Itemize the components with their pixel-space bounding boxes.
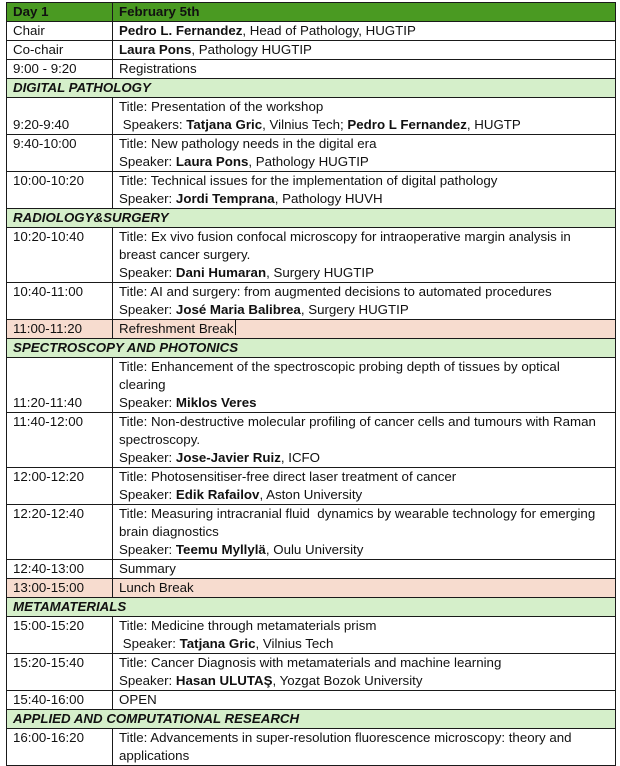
cochair-label: Co-chair — [7, 41, 113, 60]
cochair-row — [7, 41, 616, 60]
talk-details — [113, 468, 616, 505]
talk-row — [7, 729, 616, 766]
talk-title: Title: Medicine through metamaterials prism — [119, 618, 377, 633]
talk-title: Title: Non-destructive molecular profiling of cancer cells and tumours with Raman spectroscopy. — [119, 414, 596, 447]
talk-speaker — [119, 541, 609, 559]
talk-time: 9:20-9:40 — [7, 98, 113, 135]
speaker-affiliation: , HUGTP — [466, 117, 521, 132]
speaker-name: Miklos Veres — [175, 395, 257, 410]
speaker-name: Teemu Myllylä — [175, 542, 266, 557]
talk-row — [7, 98, 616, 135]
talk-title: Title: Presentation of the workshop — [119, 99, 324, 114]
talk-row — [7, 505, 616, 560]
speaker-prefix: Speaker: — [119, 673, 176, 688]
talk-title: Title: Ex vivo fusion confocal microscopy for intraoperative margin analysis in breast cancer surgery. — [119, 229, 571, 262]
talk-time: 10:20-10:40 — [7, 228, 113, 283]
speaker-name: Pedro L Fernandez — [347, 117, 467, 132]
speaker-affiliation: , Yozgat Bozok University — [272, 673, 423, 688]
speaker-name: Hasan ULUTAŞ — [175, 673, 273, 688]
chair-affiliation: , Head of Pathology, HUGTIP — [242, 23, 416, 38]
talk-title: Title: Advancements in super-resolution fluorescence microscopy: theory and applications — [119, 730, 572, 763]
chair-value — [113, 22, 616, 41]
section-title-applied: APPLIED AND COMPUTATIONAL RESEARCH — [7, 710, 616, 729]
speaker-affiliation: , Oulu University — [265, 542, 364, 557]
speaker-name: Tatjana Gric — [186, 117, 263, 132]
speaker-prefix: Speaker: — [119, 154, 176, 169]
table-header-row — [7, 3, 616, 22]
talk-title: Title: Measuring intracranial fluid dynamics by wearable technology for emerging brain diagnostics — [119, 506, 599, 539]
section-title-digital-pathology: DIGITAL PATHOLOGY — [7, 79, 616, 98]
talk-speaker — [119, 394, 609, 412]
break-time: 13:00-15:00 — [7, 579, 113, 598]
talk-time: 12:00-12:20 — [7, 468, 113, 505]
talk-time: 12:20-12:40 — [7, 505, 113, 560]
speaker-affiliation: , Pathology HUGTIP — [248, 154, 369, 169]
section-title-spectroscopy: SPECTROSCOPY AND PHOTONICS — [7, 339, 616, 358]
speaker-name: Tatjana Gric — [179, 636, 256, 651]
talk-speaker — [119, 486, 609, 504]
talk-row — [7, 172, 616, 209]
speaker-name: Edik Rafailov — [175, 487, 260, 502]
talk-time: 9:40-10:00 — [7, 135, 113, 172]
talk-details — [113, 358, 616, 413]
talk-title: Title: AI and surgery: from augmented decisions to automated procedures — [119, 284, 552, 299]
talk-title: Title: Technical issues for the implementation of digital pathology — [119, 173, 498, 188]
talk-title: Title: Cancer Diagnosis with metamaterials and machine learning — [119, 655, 502, 670]
section-row — [7, 79, 616, 98]
talk-details — [113, 617, 616, 654]
registrations-row — [7, 60, 616, 79]
section-row — [7, 209, 616, 228]
header-day: Day 1 — [7, 3, 113, 22]
talk-row — [7, 617, 616, 654]
speaker-name: Laura Pons — [175, 154, 249, 169]
break-time: 11:00-11:20 — [7, 320, 113, 339]
speaker-prefix: Speaker: — [119, 542, 176, 557]
break-label: Lunch Break — [113, 579, 616, 598]
chair-name: Pedro L. Fernandez — [119, 23, 243, 38]
talk-speaker — [119, 672, 609, 690]
speaker-affiliation: , Aston University — [259, 487, 363, 502]
talk-title: Title: New pathology needs in the digital era — [119, 136, 377, 151]
talk-details — [113, 654, 616, 691]
speaker-name: José Maria Balibrea — [175, 302, 301, 317]
cochair-value — [113, 41, 616, 60]
cochair-name: Laura Pons — [119, 42, 192, 57]
speaker-prefix: Speaker: — [119, 636, 180, 651]
registrations-label: Registrations — [113, 60, 616, 79]
talk-speakers — [119, 116, 609, 134]
agenda-table — [6, 2, 616, 766]
speaker-affiliation: , Vilnius Tech; — [262, 117, 348, 132]
speaker-prefix: Speaker: — [119, 487, 176, 502]
talk-time: 10:40-11:00 — [7, 283, 113, 320]
speaker-prefix: Speaker: — [119, 395, 176, 410]
talk-details — [113, 729, 616, 766]
talk-speaker — [119, 449, 609, 467]
talk-time: 16:00-16:20 — [7, 729, 113, 766]
chair-label: Chair — [7, 22, 113, 41]
talk-row — [7, 135, 616, 172]
open-time: 15:40-16:00 — [7, 691, 113, 710]
speaker-prefix: Speaker: — [119, 191, 176, 206]
talk-details — [113, 413, 616, 468]
talk-speaker — [119, 190, 609, 208]
header-date: February 5th — [113, 3, 616, 22]
talk-row — [7, 468, 616, 505]
talk-time: 10:00-10:20 — [7, 172, 113, 209]
break-row-refreshment — [7, 320, 616, 339]
talk-row — [7, 283, 616, 320]
talk-details — [113, 172, 616, 209]
speaker-affiliation: , Vilnius Tech — [255, 636, 334, 651]
talk-details — [113, 135, 616, 172]
summary-label: Summary — [113, 560, 616, 579]
speaker-name: Jordi Temprana — [175, 191, 275, 206]
talk-row — [7, 413, 616, 468]
speaker-prefix: Speakers: — [119, 117, 187, 132]
talk-row — [7, 228, 616, 283]
speaker-affiliation: , Pathology HUVH — [274, 191, 383, 206]
speaker-prefix: Speaker: — [119, 302, 176, 317]
open-row — [7, 691, 616, 710]
talk-speaker — [119, 153, 609, 171]
talk-details — [113, 228, 616, 283]
section-row — [7, 598, 616, 617]
talk-speaker — [119, 635, 609, 653]
talk-title: Title: Enhancement of the spectroscopic probing depth of tissues by optical clearing — [119, 359, 560, 392]
break-cell[interactable] — [113, 320, 616, 339]
summary-time: 12:40-13:00 — [7, 560, 113, 579]
break-row-lunch — [7, 579, 616, 598]
break-label: Refreshment Break — [119, 321, 234, 336]
talk-time: 11:40-12:00 — [7, 413, 113, 468]
section-title-radiology-surgery: RADIOLOGY&SURGERY — [7, 209, 616, 228]
section-title-metamaterials: METAMATERIALS — [7, 598, 616, 617]
registrations-time: 9:00 - 9:20 — [7, 60, 113, 79]
speaker-name: Jose-Javier Ruiz — [175, 450, 281, 465]
section-row — [7, 710, 616, 729]
speaker-affiliation: , ICFO — [280, 450, 321, 465]
talk-time: 15:00-15:20 — [7, 617, 113, 654]
cochair-affiliation: , Pathology HUGTIP — [191, 42, 312, 57]
talk-time: 15:20-15:40 — [7, 654, 113, 691]
speaker-prefix: Speaker: — [119, 265, 176, 280]
speaker-affiliation: , Surgery HUGTIP — [266, 265, 374, 280]
text-cursor — [235, 320, 236, 335]
talk-speaker — [119, 264, 609, 282]
talk-row — [7, 654, 616, 691]
talk-title: Title: Photosensitiser-free direct laser treatment of cancer — [119, 469, 457, 484]
summary-row — [7, 560, 616, 579]
section-row — [7, 339, 616, 358]
speaker-name: Dani Humaran — [175, 265, 267, 280]
talk-row — [7, 358, 616, 413]
chair-row — [7, 22, 616, 41]
talk-time: 11:20-11:40 — [7, 358, 113, 413]
speaker-prefix: Speaker: — [119, 450, 176, 465]
talk-speaker — [119, 301, 609, 319]
talk-details — [113, 98, 616, 135]
open-label: OPEN — [113, 691, 616, 710]
talk-details — [113, 283, 616, 320]
speaker-affiliation: , Surgery HUGTIP — [300, 302, 409, 317]
talk-details — [113, 505, 616, 560]
